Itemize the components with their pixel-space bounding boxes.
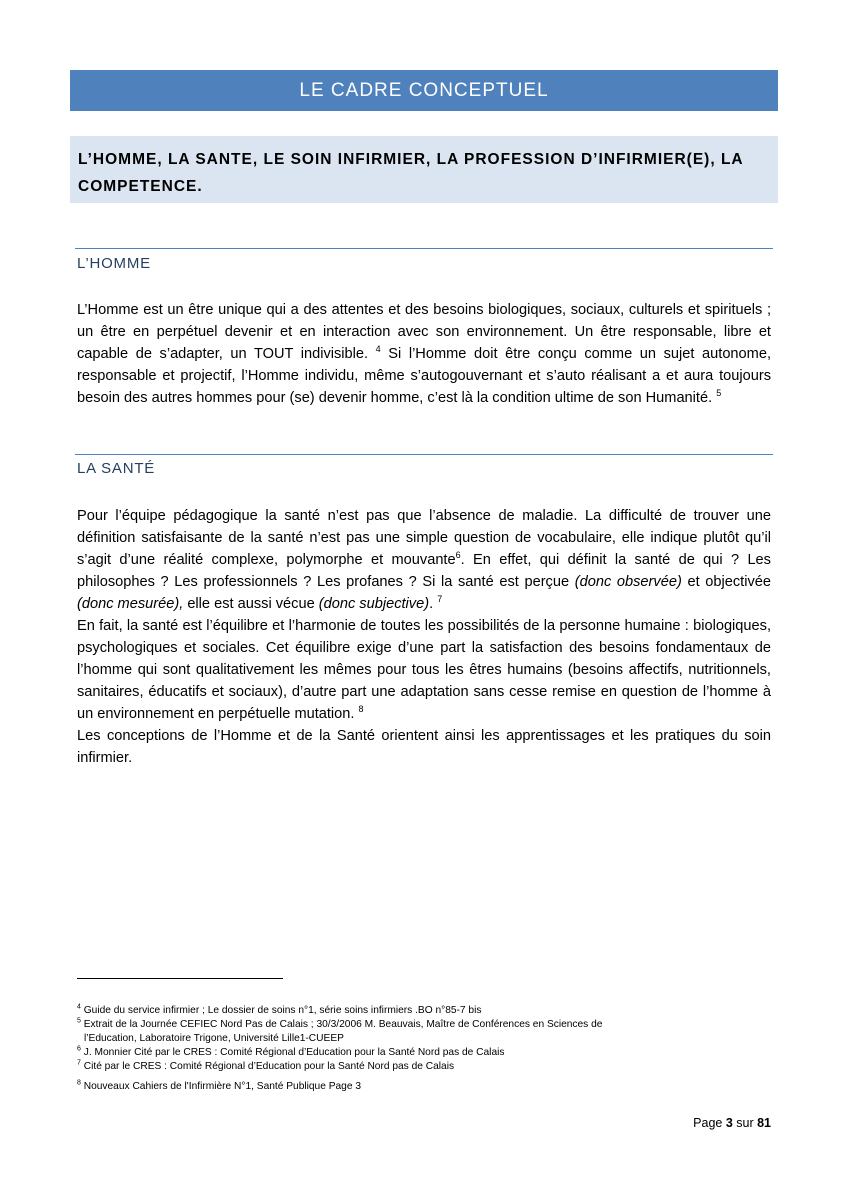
footnote-4: $^4$ Guide du service infirmier ; Le dossier de soins n°1, série soins infirmiers .BO n°85-7 bis — [77, 1003, 482, 1016]
footnote-ref-4: 4 — [375, 344, 381, 355]
paragraph-sante-2: En fait, la santé est l’équilibre et l’harmonie de toutes les possibilités de la personne humaine : biologiques, psychologiques et sociales. Cet équilibre exige d’une part la satisfaction des besoins fondamentaux de l’homme qui sont qualitativement les mêmes pour tous les êtres humains (besoins affectifs, nutritionnels, sanitaires, éducatifs et sociaux), d’autre part une adaptation sans cesse remise en question de l’homme à un environnement en perpétuelle mutation. $^8$ — [77, 618, 771, 722]
subtitle-line-1: L’HOMME, LA SANTE, LE SOIN INFIRMIER, LA PROFESSION D’INFIRMIER(E), LA — [78, 151, 744, 168]
footnote-separator — [77, 978, 283, 979]
chapter-banner: LE CADRE CONCEPTUEL — [70, 70, 778, 111]
footnote-8: $^8$ Nouveaux Cahiers de l'Infirmière N°1, Santé Publique Page 3 — [77, 1079, 362, 1092]
footnote-ref-6: 6 — [455, 550, 461, 561]
footnote-ref-5: 5 — [716, 388, 722, 399]
paragraph-sante-3: Les conceptions de l’Homme et de la Santé orientent ainsi les apprentissages et les pratiques du soin infirmier. — [77, 728, 771, 766]
footnote-6: $^6$ J. Monnier Cité par le CRES : Comité Régional d’Education pour la Santé Nord pas de Calais — [77, 1045, 505, 1058]
section-title-homme: L’HOMME — [77, 255, 151, 272]
footnote-5: $^5$ Extrait de la Journée CEFIEC Nord Pas de Calais ; 30/3/2006 M. Beauvais, Maître de Conférences en Sciences de — [77, 1017, 603, 1030]
footnotes — [77, 1004, 697, 1094]
footnote-ref-7: 7 — [437, 594, 443, 605]
footnote-7: $^7$ Cité par le CRES : Comité Régional d’Education pour la Santé Nord pas de Calais — [77, 1059, 455, 1072]
section-body-sante — [77, 505, 771, 769]
subtitle-box — [70, 136, 778, 203]
footnote-5-continued: l’Education, Laboratoire Trigone, Université Lille1-CUEEP — [84, 1033, 344, 1044]
section-divider — [75, 454, 773, 455]
section-divider — [75, 248, 773, 249]
paragraph-homme: L’Homme est un être unique qui a des attentes et des besoins biologiques, sociaux, culturels et spirituels ; un être en perpétuel devenir et en interaction avec son environnement. Un être responsable, libre et capable de s’adapter, un TOUT indivisible. $^4$ Si l’Homme doit être conçu comme un sujet autonome, responsable et projectif, l’Homme individu, même s’autogouvernant et s’auto réalisant a et aura toujours besoin des autres hommes pour (se) devenir homme, c’est là la condition ultime de son Humanité. $^5$ — [77, 302, 771, 406]
section-title-sante: LA SANTÉ — [77, 460, 156, 477]
paragraph-sante-1: Pour l’équipe pédagogique la santé n’est pas que l’absence de maladie. La difficulté de trouver une définition satisfaisante de la santé n’est pas une simple question de vocabulaire, elle indique plutôt qu’il s’agit d’une réalité complexe, polymorphe et mouvante$^6$. En effet, qui définit la santé de qui ? Les philosophes ? Les professionnels ? Les profanes ? Si la santé est perçue (donc observée) et objectivée (donc mesurée), elle est aussi vécue (donc subjective). $^7$ — [77, 508, 771, 612]
page-number: Page 3 sur 81 — [693, 1116, 771, 1130]
subtitle-line-2: COMPETENCE. — [78, 178, 203, 195]
footnote-ref-8: 8 — [358, 704, 364, 715]
